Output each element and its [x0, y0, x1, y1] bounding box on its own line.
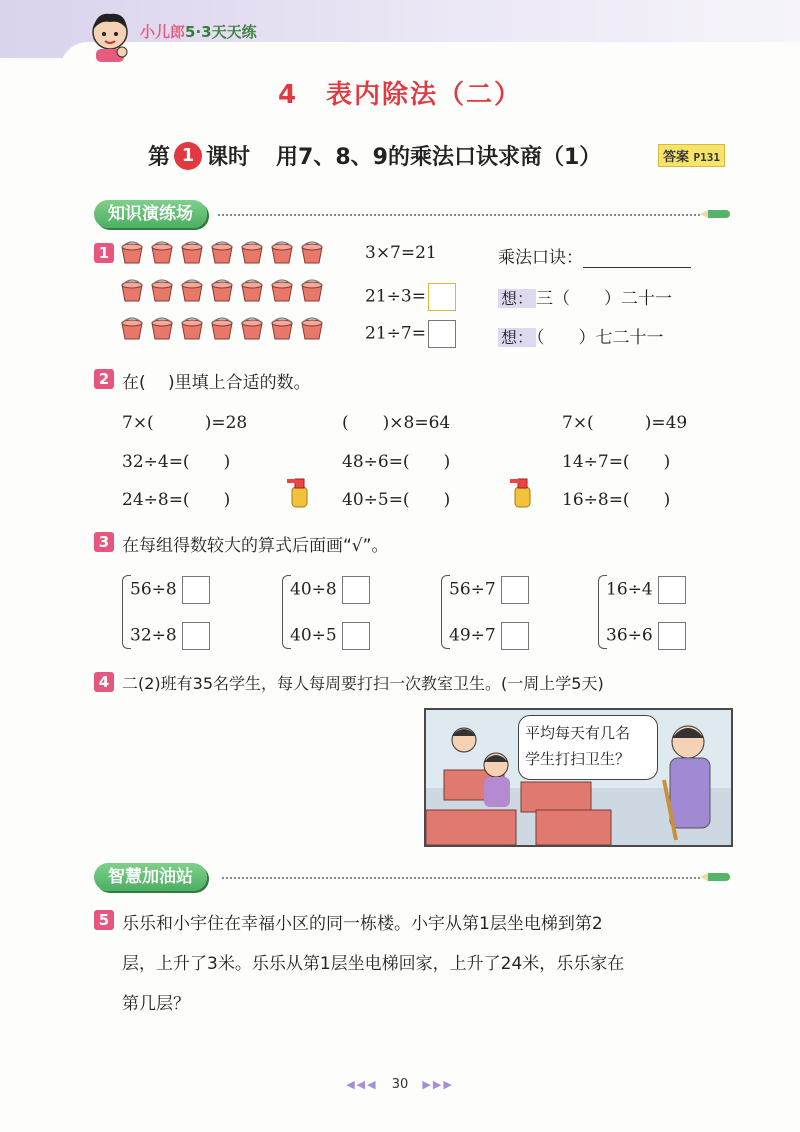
question-text-line: 第几层？ — [122, 994, 190, 1014]
dotted-divider — [222, 877, 700, 879]
equation[interactable]: 48÷6=( ) — [342, 452, 451, 472]
compare-expression: 56÷7 — [449, 576, 529, 604]
equation: 3×7=21 — [365, 243, 437, 263]
compare-expression: 32÷8 — [130, 622, 210, 650]
compare-expression: 40÷5 — [290, 622, 370, 650]
brand-logo: 小儿郎5·3天天练 — [140, 23, 257, 41]
chapter-title: 4 表内除法（二） — [277, 80, 523, 110]
header-curve — [60, 42, 800, 72]
question-number: 2 — [94, 369, 114, 389]
lesson-prefix: 第 — [148, 145, 171, 170]
rhyme-prompt: 乘法口诀： — [498, 243, 691, 268]
page-number: 30 — [391, 1077, 409, 1092]
lesson-number-badge: 1 — [174, 142, 202, 170]
equation[interactable]: 16÷8=( ) — [562, 490, 671, 510]
compare-expression: 56÷8 — [130, 576, 210, 604]
bucket-icon — [179, 317, 205, 341]
bucket-icon — [119, 279, 145, 303]
spray-bottle-icon — [509, 473, 535, 509]
pencil-icon — [708, 210, 730, 218]
question-prompt: 二(2)班有35名学生，每人每周要打扫一次教室卫生。(一周上学5天) — [122, 674, 604, 693]
bucket-icon — [149, 317, 175, 341]
left-arrows-icon: ◀◀◀ — [346, 1078, 378, 1091]
bucket-icon — [209, 279, 235, 303]
pencil-icon — [708, 873, 730, 881]
question-number: 3 — [94, 532, 114, 552]
question-text-line: 层，上升了3米。乐乐从第1层坐电梯回家，上升了24米，乐乐家在 — [122, 954, 625, 974]
equation[interactable]: 40÷5=( ) — [342, 490, 451, 510]
bucket-groups — [119, 241, 334, 341]
answer-page-badge[interactable]: 答案 P131 — [658, 144, 725, 167]
equation[interactable]: 7×( )=28 — [122, 413, 248, 433]
bucket-icon — [299, 241, 325, 265]
think-hint: 想： 三（ ）二十一 — [498, 284, 672, 309]
check-box[interactable] — [658, 576, 686, 604]
bucket-icon — [149, 241, 175, 265]
bubble-text: 学生打扫卫生？ — [525, 750, 631, 768]
question-text-line: 乐乐和小宇住在幸福小区的同一栋楼。小宇从第1层坐电梯到第2 — [122, 914, 603, 934]
bucket-icon — [149, 279, 175, 303]
compare-expression: 49÷7 — [449, 622, 529, 650]
question-prompt: 在每组得数较大的算式后面画“√”。 — [122, 536, 389, 556]
lesson-topic: 用7、8、9的乘法口诀求商（1） — [276, 145, 602, 170]
bucket-icon — [179, 279, 205, 303]
equation[interactable]: 7×( )=49 — [562, 413, 688, 433]
question-number: 5 — [94, 910, 114, 930]
bucket-icon — [209, 317, 235, 341]
compare-expression: 40÷8 — [290, 576, 370, 604]
equation: 21÷7= — [365, 320, 456, 348]
equation[interactable]: ( )×8=64 — [342, 413, 451, 433]
rhyme-blank[interactable] — [583, 249, 691, 268]
dotted-divider — [218, 214, 700, 216]
check-box[interactable] — [658, 622, 686, 650]
question-prompt: 在( )里填上合适的数。 — [122, 373, 311, 393]
answer-box[interactable] — [428, 283, 456, 311]
bucket-icon — [119, 317, 145, 341]
lesson-suffix: 课时 — [206, 145, 251, 170]
equation[interactable]: 32÷4=( ) — [122, 452, 231, 472]
bubble-text: 平均每天有几名 — [525, 724, 631, 742]
question-number: 4 — [94, 672, 114, 692]
bucket-icon — [119, 241, 145, 265]
page-footer — [0, 1077, 800, 1092]
compare-expression: 16÷4 — [606, 576, 686, 604]
check-box[interactable] — [501, 622, 529, 650]
check-box[interactable] — [342, 622, 370, 650]
answer-box[interactable] — [428, 320, 456, 348]
bucket-icon — [239, 279, 265, 303]
check-box[interactable] — [501, 576, 529, 604]
check-box[interactable] — [182, 622, 210, 650]
boy-mascot-icon — [86, 8, 134, 64]
equation[interactable]: 24÷8=( ) — [122, 490, 231, 510]
bucket-icon — [299, 317, 325, 341]
bucket-icon — [239, 317, 265, 341]
bucket-icon — [179, 241, 205, 265]
section-banner-practice: 知识演练场 — [94, 200, 207, 228]
bucket-icon — [299, 279, 325, 303]
bucket-icon — [209, 241, 235, 265]
compare-expression: 36÷6 — [606, 622, 686, 650]
bucket-icon — [239, 241, 265, 265]
equation: 21÷3= — [365, 283, 456, 311]
question-number: 1 — [94, 243, 114, 263]
check-box[interactable] — [182, 576, 210, 604]
equation[interactable]: 14÷7=( ) — [562, 452, 671, 472]
lesson-title — [148, 140, 601, 171]
speech-bubble — [518, 715, 658, 780]
right-arrows-icon: ▶▶▶ — [422, 1078, 454, 1091]
bucket-icon — [269, 241, 295, 265]
bucket-icon — [269, 279, 295, 303]
bucket-icon — [269, 317, 295, 341]
think-hint: 想： （ ）七二十一 — [498, 323, 664, 348]
section-banner-challenge: 智慧加油站 — [94, 863, 207, 891]
spray-bottle-icon — [286, 473, 312, 509]
check-box[interactable] — [342, 576, 370, 604]
